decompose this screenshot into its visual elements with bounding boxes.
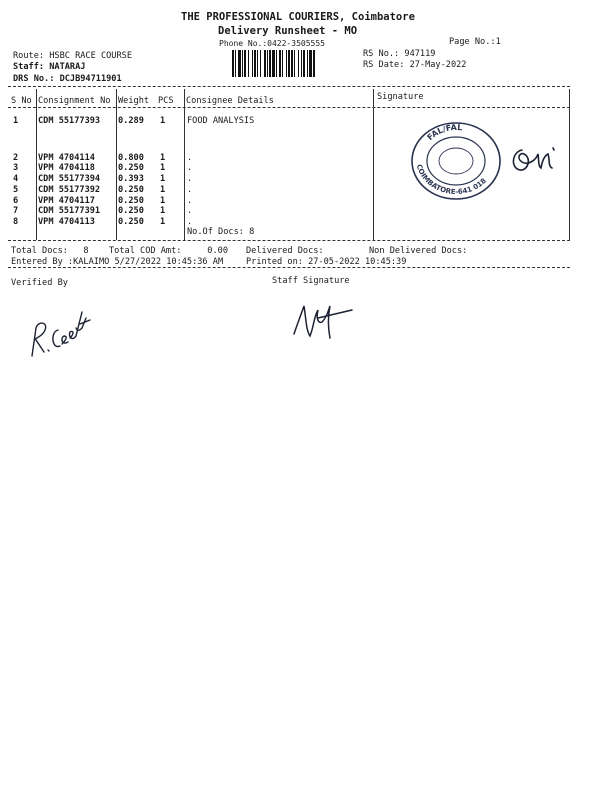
verifier-signature	[22, 288, 102, 368]
document-title: Delivery Runsheet - MO	[218, 25, 358, 37]
header-sno: S No	[11, 96, 32, 106]
column-divider	[36, 89, 37, 240]
row-consignment-no: CDM 55177394	[38, 174, 101, 184]
row-consignee-details: .	[187, 163, 193, 173]
row-sno: 8	[13, 217, 19, 227]
staff-signature-label: Staff Signature	[272, 276, 350, 286]
row-pcs: 1	[160, 116, 166, 126]
svg-text:COIMBATORE-641 018	[415, 163, 488, 196]
row-sno: 5	[13, 185, 19, 195]
row-sno: 2	[13, 153, 19, 163]
row-consignee-details: FOOD ANALYSIS	[187, 116, 255, 126]
row-consignee-details: .	[187, 206, 193, 216]
column-divider	[116, 89, 117, 240]
row-consignment-no: CDM 55177393	[38, 116, 101, 126]
row-consignment-no: VPM 4704117	[38, 196, 95, 206]
row-consignee-details: .	[187, 217, 193, 227]
rs-number: RS No.: 947119	[363, 49, 436, 59]
row-consignment-no: CDM 55177392	[38, 185, 101, 195]
column-divider	[373, 89, 374, 240]
row-pcs: 1	[160, 196, 166, 206]
non-delivered-docs: Non Delivered Docs:	[369, 246, 468, 256]
column-divider	[184, 89, 185, 240]
row-sno: 7	[13, 206, 19, 216]
row-pcs: 1	[160, 153, 166, 163]
company-name: THE PROFESSIONAL COURIERS, Coimbatore	[181, 11, 415, 23]
row-pcs: 1	[160, 174, 166, 184]
page-number: Page No.:1	[449, 37, 501, 47]
row-consignee-details: .	[187, 174, 193, 184]
row-weight: 0.289	[118, 116, 144, 126]
row-sno: 4	[13, 174, 19, 184]
total-cod-amount: Total COD Amt: 0.00	[109, 246, 228, 256]
row-sno: 1	[13, 116, 19, 126]
header-consignee: Consignee Details	[186, 96, 274, 106]
header-pcs: PCS	[158, 96, 174, 106]
row-consignee-details: .	[187, 185, 193, 195]
printed-on: Printed on: 27-05-2022 10:45:39	[246, 257, 407, 267]
table-bottom-rule	[8, 240, 570, 241]
header-consignment: Consignment No	[38, 96, 111, 106]
row-sno: 6	[13, 196, 19, 206]
barcode	[232, 50, 354, 77]
no-of-docs: No.Of Docs: 8	[187, 227, 255, 237]
footer-rule	[8, 267, 570, 268]
header-bottom-rule	[8, 107, 570, 108]
row-weight: 0.250	[118, 196, 144, 206]
row-consignee-details: .	[187, 196, 193, 206]
row-consignment-no: VPM 4704114	[38, 153, 95, 163]
row-consignee-details: .	[187, 153, 193, 163]
delivered-docs: Delivered Docs:	[246, 246, 324, 256]
drs-number: DRS No.: DCJB94711901	[13, 74, 122, 84]
stamp-top-text: FAL/FAL	[425, 122, 463, 143]
row-weight: 0.250	[118, 217, 144, 227]
table-top-rule	[8, 86, 570, 87]
row-pcs: 1	[160, 217, 166, 227]
column-divider	[569, 89, 570, 240]
row-weight: 0.250	[118, 185, 144, 195]
row-consignment-no: VPM 4704118	[38, 163, 95, 173]
header-weight: Weight	[118, 96, 150, 106]
total-docs: Total Docs: 8	[11, 246, 89, 256]
row-pcs: 1	[160, 206, 166, 216]
row-sno: 3	[13, 163, 19, 173]
company-stamp	[408, 120, 508, 202]
receiver-signature	[508, 138, 558, 178]
staff-handwritten-signature	[288, 296, 358, 346]
route: Route: HSBC RACE COURSE	[13, 51, 132, 61]
row-consignment-no: CDM 55177391	[38, 206, 101, 216]
verified-by-label: Verified By	[11, 278, 68, 288]
row-pcs: 1	[160, 163, 166, 173]
phone-number: Phone No.:0422-3505555	[219, 39, 325, 48]
rs-date: RS Date: 27-May-2022	[363, 60, 467, 70]
header-signature: Signature	[377, 92, 424, 102]
staff-name: Staff: NATARAJ	[13, 62, 86, 72]
entered-by: Entered By :KALAIMO 5/27/2022 10:45:36 AM	[11, 257, 224, 267]
row-weight: 0.393	[118, 174, 144, 184]
row-weight: 0.250	[118, 206, 144, 216]
row-weight: 0.800	[118, 153, 144, 163]
row-weight: 0.250	[118, 163, 144, 173]
stamp-bottom-text: COIMBATORE-641 018	[414, 163, 488, 197]
row-pcs: 1	[160, 185, 166, 195]
row-consignment-no: VPM 4704113	[38, 217, 95, 227]
